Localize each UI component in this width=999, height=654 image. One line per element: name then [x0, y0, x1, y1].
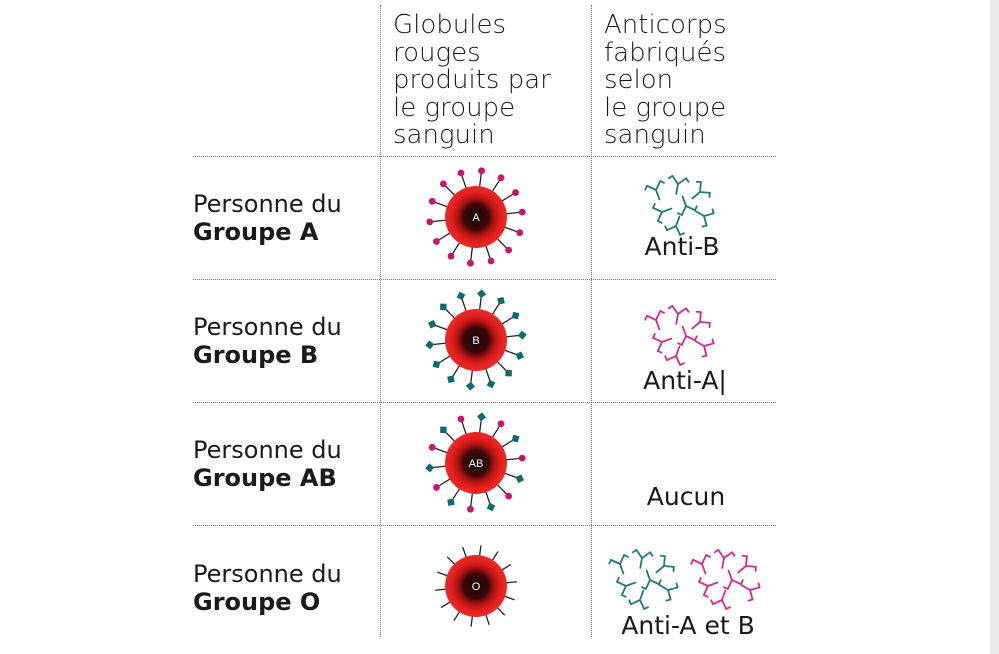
header-antibodies-line: sanguin — [604, 120, 706, 150]
antigen-stalk — [432, 343, 447, 345]
antibody-y — [608, 554, 633, 577]
antigen-stalk — [462, 175, 467, 189]
antibody-stem — [702, 564, 705, 573]
antigen-stalk — [439, 478, 452, 486]
antigen-stalk — [432, 220, 447, 222]
antigen-stalk — [505, 458, 520, 460]
antibody-arm — [724, 551, 732, 559]
antibody-arm — [642, 551, 650, 559]
antibody-tip — [740, 580, 744, 584]
antibody-arm — [660, 556, 670, 566]
antibody-y — [654, 576, 679, 602]
antibody-cluster-icon — [636, 298, 736, 368]
antibody-tip — [724, 586, 728, 590]
antibody-tip — [628, 600, 632, 604]
row-label-group-a — [193, 190, 342, 246]
antibody-tip — [678, 342, 682, 346]
antibody-tip — [711, 339, 715, 343]
antibody-tip — [642, 586, 646, 590]
antigen-stalk — [503, 350, 517, 355]
antigen-b-marker — [440, 304, 446, 310]
antigen-stalk — [432, 466, 447, 468]
antibody-tip — [694, 206, 698, 210]
antigen-b-marker — [433, 361, 441, 369]
antigen-stalk — [452, 487, 460, 500]
antibody-arm — [747, 590, 757, 600]
antibody-stem — [647, 571, 650, 580]
antibody-stem — [683, 197, 686, 206]
antibody-tip — [704, 594, 708, 598]
header-red-cells-line: rouges — [393, 37, 481, 68]
antigen-stalk — [501, 317, 514, 325]
antibody-arm — [701, 346, 711, 356]
cell-letter: AB — [468, 458, 484, 470]
antibody-tip — [698, 578, 702, 582]
antibody-tip — [652, 204, 656, 208]
antigen-stalk — [471, 492, 473, 507]
antibody-stem — [626, 583, 635, 586]
antigen-a-marker — [516, 229, 523, 236]
antibody-arm — [700, 188, 710, 198]
antibody-tip — [622, 594, 626, 598]
antigen-a-marker — [478, 167, 485, 174]
antibody-arm — [701, 586, 710, 595]
antibody-tip — [690, 560, 694, 564]
antigen-stalk — [471, 369, 473, 384]
row-label-prefix: Personne du — [193, 560, 342, 588]
row-label-group-b — [193, 313, 342, 369]
antibody-stem — [676, 347, 679, 356]
antibody-tip — [652, 334, 656, 338]
grid-hline-2 — [193, 279, 776, 280]
antibody-tip — [658, 580, 662, 584]
antigen-b-marker — [518, 331, 527, 340]
antibody-arm — [701, 216, 711, 226]
antibody-y — [686, 180, 712, 206]
antibody-tip — [710, 600, 714, 604]
antibody-arm — [655, 212, 664, 221]
antibody-tip — [650, 552, 653, 555]
antigen-b-marker — [477, 289, 486, 298]
antigen-a-marker — [426, 218, 433, 225]
antigen-stalk — [503, 473, 517, 478]
antibody-tip — [686, 178, 689, 181]
antibody-tip — [675, 583, 679, 587]
antibody-stem — [695, 341, 704, 346]
scrollbar[interactable] — [990, 0, 999, 654]
antibody-arm — [686, 334, 695, 343]
antibody-stem — [692, 192, 700, 198]
antibody-tip — [664, 226, 668, 230]
antigen-a-marker — [458, 170, 465, 177]
antigen-a-marker — [505, 493, 512, 500]
antibody-tip — [660, 180, 664, 184]
antibody-tip — [711, 209, 715, 213]
header-red-cells-line: produits par — [393, 65, 551, 95]
antigen-a-marker — [498, 174, 505, 181]
antibody-tip — [624, 554, 628, 558]
antibody-y — [690, 332, 715, 358]
header-antibodies-line: fabriqués — [604, 37, 727, 68]
antibody-arm — [671, 176, 679, 184]
antigen-stalk — [485, 244, 490, 258]
red-cell-group-o-icon — [416, 535, 536, 637]
antigen-b-marker — [497, 297, 505, 305]
antigen-b-marker — [512, 435, 520, 443]
antibody-y — [690, 554, 715, 577]
antigen-b-marker — [425, 463, 434, 472]
grid-vline-1 — [380, 5, 381, 637]
antibody-tip — [669, 175, 672, 178]
antigen-b-marker — [487, 380, 496, 389]
antibody-tip — [608, 560, 612, 564]
antibody-label: Anti-A et B — [621, 611, 755, 640]
antibody-arm — [635, 550, 643, 558]
antibody-stem — [741, 585, 750, 590]
antigen-b-marker — [516, 351, 525, 360]
antibody-stem — [692, 322, 700, 328]
antibody-arm — [619, 586, 628, 595]
antigen-b-marker — [447, 498, 455, 506]
antibody-stem — [676, 314, 678, 324]
antibody-arm — [667, 354, 676, 363]
grid-hline-4 — [193, 525, 776, 526]
antibody-arm — [732, 578, 741, 587]
antibody-tip — [732, 552, 735, 555]
antibody-tip — [715, 549, 718, 552]
antigen-a-marker — [448, 253, 455, 260]
antibody-y — [710, 587, 735, 610]
antibody-stem — [676, 217, 679, 226]
antibody-tip — [694, 336, 698, 340]
antibody-arm — [664, 562, 674, 572]
antibody-label: Anti-A| — [643, 366, 727, 395]
antigen-stalk — [452, 364, 460, 377]
antibody-stem — [683, 327, 686, 336]
antibody-arm — [713, 598, 722, 607]
antigen-stalk — [462, 298, 467, 312]
antibody-y — [650, 554, 676, 580]
header-red-cells-line: Globules — [393, 10, 507, 40]
header-antibodies-line: le groupe — [604, 92, 727, 123]
antigen-stalk — [445, 186, 456, 197]
antibody-tip — [669, 305, 672, 308]
antibody-y — [644, 180, 669, 203]
antigen-a-marker — [519, 455, 526, 462]
antigen-stalk — [501, 440, 514, 448]
antibody-stem — [676, 184, 678, 194]
antibody-label: Aucun — [646, 482, 726, 511]
cell-letter: O — [471, 581, 481, 593]
antigen-a-marker — [429, 444, 436, 451]
row-label-group: Groupe O — [193, 588, 321, 616]
antibody-stem — [708, 583, 717, 586]
antigen-stalk — [485, 490, 490, 504]
antibody-arm — [742, 556, 752, 566]
grid-hline-1 — [193, 156, 776, 157]
antibody-stem — [738, 566, 746, 572]
antigen-stalk — [445, 432, 456, 443]
antigen-stalk — [492, 303, 500, 316]
antibody-y — [652, 329, 675, 354]
antigen-stalk — [503, 227, 517, 232]
header-red-cells — [393, 12, 551, 150]
antibody-arm — [746, 562, 756, 572]
antibody-arm — [631, 598, 640, 607]
antigen-stalk — [501, 194, 514, 202]
antibody-cluster-icon — [636, 168, 736, 238]
antigen-a-marker — [488, 258, 495, 265]
antibody-tip — [658, 220, 662, 224]
antigen-b-marker — [516, 474, 525, 483]
antibody-stem — [640, 591, 643, 600]
antigen-stalk — [471, 246, 473, 261]
antigen-stalk — [505, 212, 520, 214]
antibody-stem — [656, 320, 659, 329]
antigen-a-marker — [519, 209, 526, 216]
antibody-tip — [706, 554, 710, 558]
antigen-stalk — [496, 238, 507, 249]
header-antibodies — [604, 12, 727, 150]
antigen-stalk — [496, 484, 507, 495]
antibody-y — [628, 587, 653, 610]
antibody-tip — [633, 549, 636, 552]
antigen-stalk — [435, 202, 449, 207]
antibody-arm — [700, 318, 710, 328]
antibody-y — [664, 343, 689, 366]
antigen-stalk — [462, 421, 467, 435]
antigen-b-marker — [428, 320, 437, 329]
red-cell-group-a-icon — [416, 166, 536, 268]
row-label-group: Groupe B — [193, 341, 319, 369]
cell-letter: B — [472, 335, 480, 347]
antigen-a-marker — [433, 238, 440, 245]
antibody-label: Anti-B — [644, 232, 720, 261]
antigen-a-marker — [429, 198, 436, 205]
antigen-a-marker — [440, 180, 447, 187]
row-label-group-o — [193, 560, 342, 616]
header-red-cells-line: le groupe — [393, 92, 516, 123]
antibody-tip — [664, 356, 668, 360]
antibody-tip — [644, 606, 648, 610]
antibody-arm — [678, 177, 686, 185]
antibody-stem — [659, 585, 668, 590]
antigen-b-marker — [487, 503, 496, 512]
antibody-y — [630, 549, 653, 569]
antigen-stalk — [492, 426, 500, 439]
cell-letter: A — [472, 212, 480, 224]
antibody-arm — [693, 557, 702, 566]
antibody-arm — [611, 557, 620, 566]
row-label-group: Groupe A — [193, 218, 319, 246]
antibody-arm — [647, 313, 656, 322]
antibody-y — [686, 310, 712, 336]
antibody-y — [666, 305, 689, 325]
antigen-a-marker — [458, 416, 465, 423]
antigen-stalk — [439, 232, 452, 240]
antibody-arm — [696, 182, 706, 192]
antibody-tip — [644, 186, 648, 190]
antibody-tip — [757, 583, 761, 587]
antibody-stem — [662, 339, 671, 342]
antibody-stem — [620, 564, 623, 573]
antigen-a-marker — [512, 189, 519, 196]
antibody-stem — [722, 591, 725, 600]
antigen-stalk — [479, 419, 481, 434]
antibody-stem — [722, 558, 724, 568]
antigen-stalk — [492, 180, 500, 193]
antibody-tip — [658, 350, 662, 354]
antigen-stalk — [435, 448, 449, 453]
antibody-y — [698, 573, 721, 598]
antibody-arm — [665, 590, 675, 600]
antibody-arm — [647, 183, 656, 192]
antibody-tip — [686, 308, 689, 311]
header-antibodies-line: selon — [604, 65, 674, 95]
antibody-stem — [640, 558, 642, 568]
antigen-stalk — [479, 173, 481, 188]
antibody-stem — [656, 190, 659, 199]
antigen-stalk — [485, 367, 490, 381]
antibody-tip — [644, 316, 648, 320]
antigen-stalk — [505, 335, 520, 337]
antibody-arm — [671, 306, 679, 314]
antibody-y — [666, 175, 689, 195]
red-cell-group-b-icon — [416, 289, 536, 391]
antigen-a-marker — [433, 484, 440, 491]
antigen-b-marker — [447, 375, 455, 383]
antibody-arm — [686, 204, 695, 213]
antigen-stalk — [445, 309, 456, 320]
antibody-y — [736, 576, 761, 602]
header-red-cells-line: sanguin — [393, 120, 495, 150]
antibody-y — [690, 202, 715, 228]
antibody-y — [652, 199, 675, 224]
header-antibodies-line: Anticorps — [604, 10, 727, 40]
grid-hline-3 — [193, 402, 776, 403]
antibody-cluster-icon — [600, 542, 770, 612]
antibody-stem — [662, 209, 671, 212]
antigen-b-marker — [466, 382, 475, 391]
antibody-arm — [717, 550, 725, 558]
antibody-y — [732, 554, 758, 580]
row-label-prefix: Personne du — [193, 313, 342, 341]
antigen-stalk — [452, 241, 460, 254]
antibody-y — [616, 573, 639, 598]
red-cell-group-ab-icon — [416, 412, 536, 514]
row-label-prefix: Personne du — [193, 190, 342, 218]
antigen-b-marker — [512, 312, 520, 320]
antibody-stem — [695, 211, 704, 216]
row-label-prefix: Personne du — [193, 436, 342, 464]
antigen-b-marker — [425, 340, 434, 349]
antibody-y — [644, 310, 669, 333]
antibody-arm — [696, 312, 706, 322]
antibody-tip — [660, 310, 664, 314]
antigen-stalk — [479, 296, 481, 311]
antibody-tip — [616, 578, 620, 582]
antigen-b-marker — [477, 412, 486, 421]
antigen-b-marker — [440, 427, 446, 433]
row-label-group: Groupe AB — [193, 464, 337, 492]
antigen-a-marker — [498, 420, 505, 427]
antigen-stalk — [435, 325, 449, 330]
antibody-y — [712, 549, 735, 569]
antibody-tip — [678, 212, 682, 216]
grid-vline-2 — [591, 5, 592, 637]
antibody-tip — [726, 606, 730, 610]
antibody-arm — [655, 342, 664, 351]
antigen-a-marker — [467, 506, 474, 513]
antibody-arm — [678, 307, 686, 315]
antibody-stem — [729, 571, 732, 580]
antigen-stalk — [439, 355, 452, 363]
antibody-arm — [650, 578, 659, 587]
row-label-group-ab — [193, 436, 342, 492]
antigen-b-marker — [505, 370, 511, 376]
antibody-stem — [656, 566, 664, 572]
antigen-stalk — [496, 361, 507, 372]
antigen-a-marker — [505, 247, 512, 254]
antigen-a-marker — [467, 260, 474, 267]
antigen-b-marker — [457, 292, 466, 301]
